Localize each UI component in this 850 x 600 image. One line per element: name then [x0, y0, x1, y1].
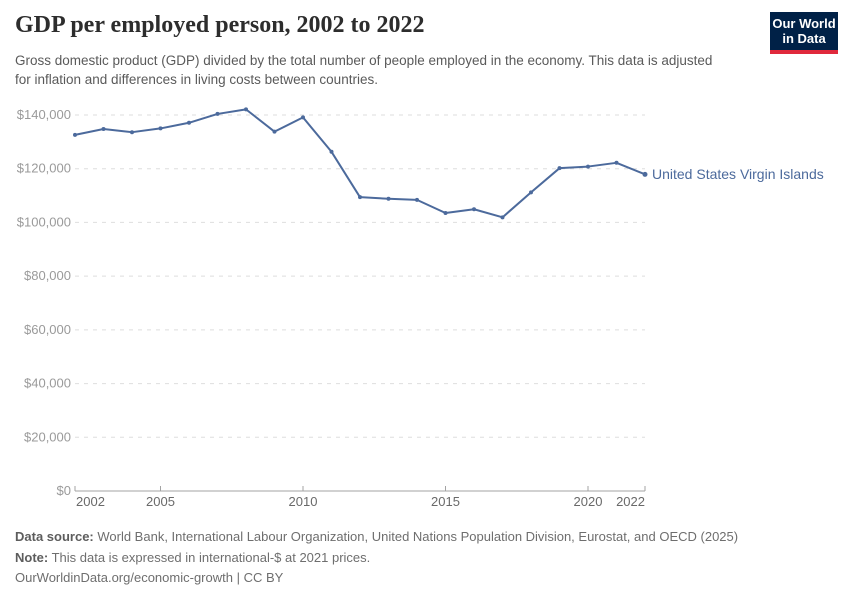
license-link[interactable]: CC BY	[243, 570, 284, 585]
data-point	[358, 195, 362, 199]
data-point	[244, 107, 248, 111]
logo-line2: in Data	[782, 31, 826, 46]
attribution-line	[15, 568, 835, 589]
data-source-label: Data source:	[15, 529, 94, 544]
note-label: Note:	[15, 549, 49, 565]
data-point	[330, 150, 334, 154]
page-title: GDP per employed person, 2002 to 2022	[15, 12, 425, 38]
data-point	[501, 215, 505, 219]
chart-footer	[15, 527, 835, 589]
x-tick-label: 2002	[76, 494, 105, 509]
series-line[interactable]	[75, 109, 645, 217]
owid-logo[interactable]	[770, 12, 838, 54]
note-text: This data is expressed in international-$ at 2021 prices.	[48, 549, 371, 565]
data-point	[444, 211, 448, 215]
y-tick-label: $140,000	[16, 107, 71, 122]
y-tick-label: $120,000	[16, 160, 71, 176]
y-tick-label: $20,000	[24, 429, 71, 445]
data-point	[586, 165, 590, 169]
x-tick-label: 2015	[431, 494, 460, 509]
chart-subtitle: Gross domestic product (GDP) divided by the total number of people employed in the economy. This data is adjusted for inflation and differences in living costs between countries.	[15, 53, 713, 87]
x-tick-label: 2010	[288, 494, 318, 509]
data-point	[643, 172, 648, 177]
logo-line1: Our World	[772, 16, 836, 31]
y-tick-label: $40,000	[24, 375, 71, 391]
y-tick-label: $80,000	[24, 268, 71, 284]
data-point	[472, 207, 476, 211]
data-point	[387, 197, 391, 201]
data-point	[102, 127, 106, 131]
data-point	[301, 115, 305, 119]
x-tick-label: 2005	[146, 494, 175, 509]
y-tick-label: $60,000	[24, 321, 71, 337]
y-tick-label: $100,000	[16, 214, 71, 230]
data-source-line	[15, 527, 835, 548]
series-end-label[interactable]: United States Virgin Islands	[652, 165, 824, 182]
x-tick-label: 2022	[616, 494, 645, 509]
note-line	[15, 548, 835, 569]
data-point	[73, 133, 77, 137]
data-source-text: World Bank, International Labour Organization, United Nations Population Division, Eurostat, and OECD (2025)	[93, 529, 739, 544]
owid-url-link[interactable]: OurWorldinData.org/economic-growth	[15, 570, 233, 585]
data-point	[187, 121, 191, 125]
separator: |	[232, 570, 244, 585]
chart-canvas	[0, 95, 850, 515]
data-point	[130, 130, 134, 134]
data-point	[529, 190, 533, 194]
y-tick-label: $0	[56, 483, 71, 498]
data-point	[615, 161, 619, 165]
data-point	[159, 126, 163, 130]
data-point	[273, 130, 277, 134]
data-point	[216, 112, 220, 116]
line-chart	[0, 95, 850, 515]
data-point	[415, 198, 419, 202]
x-tick-label: 2020	[573, 494, 603, 509]
data-point	[558, 166, 562, 170]
